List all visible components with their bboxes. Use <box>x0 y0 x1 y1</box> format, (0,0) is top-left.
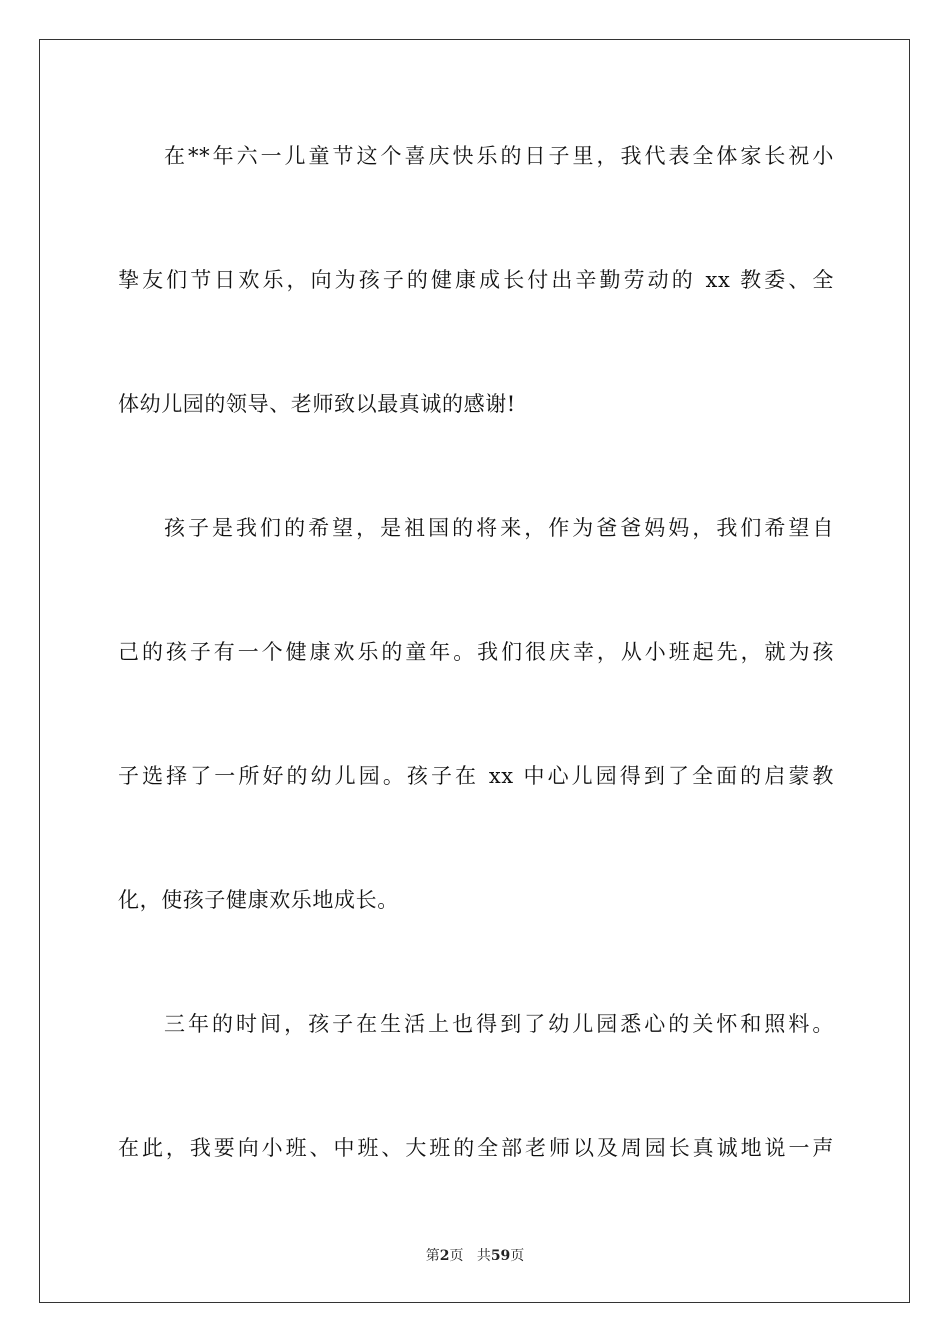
text-line: 三年的时间，孩子在生活上也得到了幼儿园悉心的关怀和照料。 <box>164 1012 834 1036</box>
text-line: 挚友们节日欢乐，向为孩子的健康成长付出辛勤劳动的 xx 教委、全 <box>118 268 834 292</box>
total-pages: 59 <box>490 1248 511 1264</box>
text-line: 在**年六一儿童节这个喜庆快乐的日子里，我代表全体家长祝小 <box>164 144 834 168</box>
page-suffix: 页 <box>449 1248 464 1264</box>
total-suffix: 页 <box>510 1248 525 1264</box>
text-line: 在此，我要向小班、中班、大班的全部老师以及周园长真诚地说一声 <box>118 1136 834 1160</box>
document-body <box>118 125 834 1179</box>
paragraph-2 <box>118 497 834 931</box>
total-prefix: 共 <box>476 1248 491 1264</box>
text-line: 体幼儿园的领导、老师致以最真诚的感谢! <box>118 392 516 416</box>
paragraph-3 <box>118 993 834 1179</box>
page-footer <box>0 1247 950 1265</box>
text-line: 化，使孩子健康欢乐地成长。 <box>118 888 399 912</box>
paragraph-1 <box>118 125 834 435</box>
text-line: 己的孩子有一个健康欢乐的童年。我们很庆幸，从小班起先，就为孩 <box>118 640 834 664</box>
page-prefix: 第 <box>425 1248 440 1264</box>
text-line: 子选择了一所好的幼儿园。孩子在 xx 中心儿园得到了全面的启蒙教 <box>118 764 834 788</box>
text-line: 孩子是我们的希望，是祖国的将来，作为爸爸妈妈，我们希望自 <box>164 516 834 540</box>
page-number: 2 <box>439 1248 450 1264</box>
